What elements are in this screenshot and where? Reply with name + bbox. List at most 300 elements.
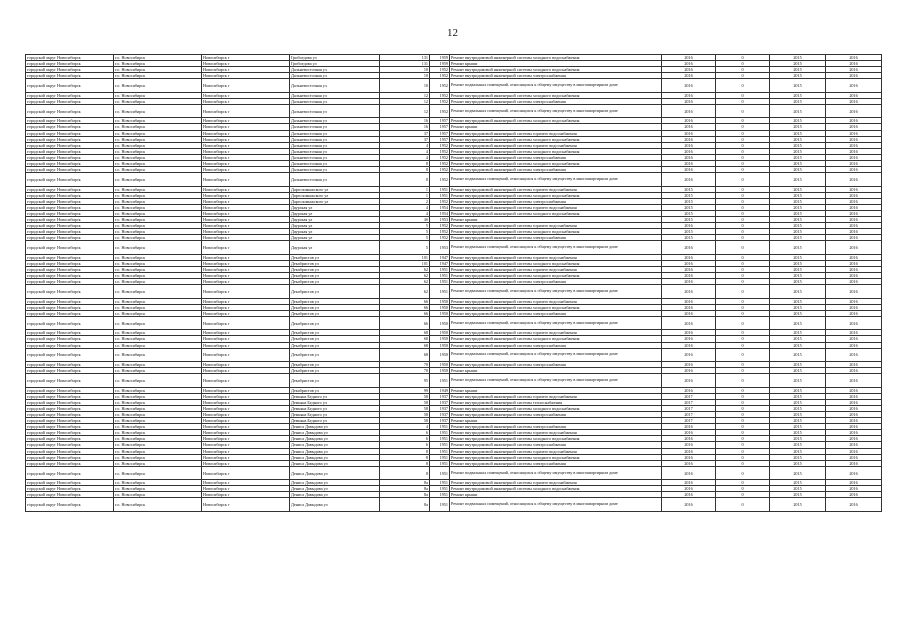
period-end-cell: 2016	[826, 448, 882, 454]
district-cell: городской округ Новосибирск	[26, 167, 114, 173]
planned-year-cell: 2016	[662, 118, 716, 124]
year-built-cell: 1950	[430, 336, 450, 342]
street-cell: Декабристов ул	[290, 273, 380, 279]
street-cell: Декабристов ул	[290, 387, 380, 393]
amount-cell: 0	[716, 223, 770, 229]
work-type-cell: Ремонт внутридомовой инженерной системы холодного водоснабжения	[450, 454, 662, 460]
period-end-cell: 2016	[826, 161, 882, 167]
period-end-cell: 2016	[826, 198, 882, 204]
period-end-cell: 2016	[826, 460, 882, 466]
period-start-cell: 2015	[770, 235, 826, 241]
work-type-cell: Ремонт подвальных помещений, относящихся к общему имуществу в многоквартирном доме	[450, 348, 662, 361]
city-cell: Новосибирск г	[202, 104, 290, 117]
house-number-cell: 4	[380, 148, 430, 154]
amount-cell: 0	[716, 130, 770, 136]
period-end-cell: 2016	[826, 73, 882, 79]
amount-cell: 0	[716, 436, 770, 442]
amount-cell: 0	[716, 316, 770, 329]
district-cell: городской округ Новосибирск	[26, 210, 114, 216]
year-built-cell: 1937	[430, 411, 450, 417]
city-cell: Новосибирск г	[202, 393, 290, 399]
year-built-cell: 1950	[430, 310, 450, 316]
street-cell: Демьяна Бедного ул	[290, 393, 380, 399]
period-start-cell: 2015	[770, 217, 826, 223]
year-built-cell: 1951	[430, 430, 450, 436]
amount-cell: 0	[716, 418, 770, 424]
street-cell: Декабристов ул	[290, 342, 380, 348]
district-cell: городской округ Новосибирск	[26, 223, 114, 229]
period-start-cell: 2015	[770, 186, 826, 192]
planned-year-cell: 2016	[662, 304, 716, 310]
district-cell: городской округ Новосибирск	[26, 424, 114, 430]
house-number-cell: 131	[380, 61, 430, 67]
year-built-cell: 1952	[430, 142, 450, 148]
planned-year-cell: 2015	[662, 198, 716, 204]
period-start-cell: 2015	[770, 368, 826, 374]
period-start-cell: 2015	[770, 399, 826, 405]
amount-cell: 0	[716, 67, 770, 73]
period-end-cell: 2016	[826, 298, 882, 304]
house-number-cell: 68	[380, 342, 430, 348]
district-cell: городской округ Новосибирск	[26, 92, 114, 98]
municipality-cell: г.о. Новосибирск	[114, 73, 202, 79]
work-type-cell: Ремонт внутридомовой инженерной системы электроснабжения	[450, 310, 662, 316]
amount-cell: 0	[716, 460, 770, 466]
year-built-cell: 1951	[430, 424, 450, 430]
work-type-cell: Ремонт крыши	[450, 492, 662, 498]
period-end-cell: 2016	[826, 492, 882, 498]
municipality-cell: г.о. Новосибирск	[114, 61, 202, 67]
street-cell: Дальневосточная ул	[290, 167, 380, 173]
municipality-cell: г.о. Новосибирск	[114, 142, 202, 148]
municipality-cell: г.о. Новосибирск	[114, 405, 202, 411]
city-cell: Новосибирск г	[202, 411, 290, 417]
work-type-cell: Ремонт крыши	[450, 217, 662, 223]
period-start-cell: 2015	[770, 223, 826, 229]
house-number-cell: 8	[380, 448, 430, 454]
district-cell: городской округ Новосибирск	[26, 173, 114, 186]
district-cell: городской округ Новосибирск	[26, 399, 114, 405]
municipality-cell: г.о. Новосибирск	[114, 79, 202, 92]
planned-year-cell: 2016	[662, 498, 716, 511]
house-number-cell: 8	[380, 167, 430, 173]
period-end-cell: 2016	[826, 273, 882, 279]
planned-year-cell: 2015	[662, 210, 716, 216]
street-cell: Декабристов ул	[290, 260, 380, 266]
city-cell: Новосибирск г	[202, 399, 290, 405]
planned-year-cell: 2016	[662, 298, 716, 304]
amount-cell: 0	[716, 136, 770, 142]
year-built-cell: 1951	[430, 192, 450, 198]
street-cell: Демьяна Бедного ул	[290, 405, 380, 411]
period-end-cell: 2016	[826, 55, 882, 61]
year-built-cell: 1947	[430, 260, 450, 266]
amount-cell: 0	[716, 229, 770, 235]
work-type-cell: Ремонт внутридомовой инженерной системы холодного водоснабжения	[450, 161, 662, 167]
planned-year-cell: 2016	[662, 486, 716, 492]
table-row	[26, 498, 882, 511]
street-cell: Дальневосточная ул	[290, 73, 380, 79]
period-end-cell: 2016	[826, 498, 882, 511]
year-built-cell: 1951	[430, 454, 450, 460]
planned-year-cell: 2016	[662, 442, 716, 448]
municipality-cell: г.о. Новосибирск	[114, 486, 202, 492]
year-built-cell: 1951	[430, 460, 450, 466]
period-start-cell: 2015	[770, 118, 826, 124]
street-cell: Дальневосточная ул	[290, 142, 380, 148]
period-start-cell: 2015	[770, 374, 826, 387]
city-cell: Новосибирск г	[202, 192, 290, 198]
city-cell: Новосибирск г	[202, 223, 290, 229]
district-cell: городской округ Новосибирск	[26, 304, 114, 310]
planned-year-cell: 2016	[662, 142, 716, 148]
house-number-cell: 101	[380, 260, 430, 266]
amount-cell: 0	[716, 186, 770, 192]
street-cell: Дальневосточная ул	[290, 67, 380, 73]
period-start-cell: 2015	[770, 273, 826, 279]
work-type-cell: Ремонт внутридомовой инженерной системы холодного водоснабжения	[450, 405, 662, 411]
amount-cell: 0	[716, 98, 770, 104]
amount-cell: 0	[716, 142, 770, 148]
period-end-cell: 2016	[826, 167, 882, 173]
year-built-cell: 1957	[430, 118, 450, 124]
period-start-cell: 2015	[770, 154, 826, 160]
district-cell: городской округ Новосибирск	[26, 336, 114, 342]
street-cell: Демьяна Бедного ул	[290, 418, 380, 424]
work-type-cell: Ремонт внутридомовой инженерной системы горячего водоснабжения	[450, 480, 662, 486]
street-cell: Дениса Давыдова ул	[290, 436, 380, 442]
table-row	[26, 374, 882, 387]
period-end-cell: 2016	[826, 204, 882, 210]
amount-cell: 0	[716, 399, 770, 405]
street-cell: Даурская ул	[290, 235, 380, 241]
district-cell: городской округ Новосибирск	[26, 67, 114, 73]
street-cell: Даурская ул	[290, 241, 380, 254]
planned-year-cell: 2015	[662, 235, 716, 241]
period-end-cell: 2016	[826, 92, 882, 98]
house-number-cell: 5	[380, 241, 430, 254]
city-cell: Новосибирск г	[202, 387, 290, 393]
planned-year-cell: 2016	[662, 167, 716, 173]
year-built-cell: 1952	[430, 154, 450, 160]
city-cell: Новосибирск г	[202, 154, 290, 160]
period-start-cell: 2015	[770, 136, 826, 142]
district-cell: городской округ Новосибирск	[26, 136, 114, 142]
district-cell: городской округ Новосибирск	[26, 98, 114, 104]
municipality-cell: г.о. Новосибирск	[114, 348, 202, 361]
period-end-cell: 2016	[826, 348, 882, 361]
municipality-cell: г.о. Новосибирск	[114, 173, 202, 186]
table-row	[26, 79, 882, 92]
municipality-cell: г.о. Новосибирск	[114, 330, 202, 336]
district-cell: городской округ Новосибирск	[26, 298, 114, 304]
city-cell: Новосибирск г	[202, 260, 290, 266]
period-start-cell: 2015	[770, 418, 826, 424]
work-type-cell: Ремонт внутридомовой инженерной системы холодного водоснабжения	[450, 336, 662, 342]
city-cell: Новосибирск г	[202, 424, 290, 430]
city-cell: Новосибирск г	[202, 241, 290, 254]
period-start-cell: 2015	[770, 486, 826, 492]
street-cell: Дальневосточная ул	[290, 173, 380, 186]
house-number-cell: 2	[380, 198, 430, 204]
period-start-cell: 2015	[770, 442, 826, 448]
year-built-cell: 1952	[430, 167, 450, 173]
amount-cell: 0	[716, 217, 770, 223]
city-cell: Новосибирск г	[202, 336, 290, 342]
work-type-cell: Ремонт крыши	[450, 387, 662, 393]
year-built-cell: 1951	[430, 374, 450, 387]
work-type-cell: Ремонт внутридомовой инженерной системы электроснабжения	[450, 279, 662, 285]
period-end-cell: 2016	[826, 393, 882, 399]
municipality-cell: г.о. Новосибирск	[114, 368, 202, 374]
house-number-cell: 62	[380, 267, 430, 273]
city-cell: Новосибирск г	[202, 198, 290, 204]
year-built-cell: 1951	[430, 492, 450, 498]
planned-year-cell: 2016	[662, 310, 716, 316]
period-start-cell: 2015	[770, 448, 826, 454]
period-end-cell: 2016	[826, 342, 882, 348]
house-number-cell: 131	[380, 55, 430, 61]
period-end-cell: 2016	[826, 173, 882, 186]
planned-year-cell: 2016	[662, 348, 716, 361]
district-cell: городской округ Новосибирск	[26, 267, 114, 273]
planned-year-cell: 2016	[662, 136, 716, 142]
amount-cell: 0	[716, 442, 770, 448]
municipality-cell: г.о. Новосибирск	[114, 104, 202, 117]
city-cell: Новосибирск г	[202, 173, 290, 186]
period-start-cell: 2015	[770, 393, 826, 399]
house-number-cell: 6	[380, 430, 430, 436]
year-built-cell: 1950	[430, 348, 450, 361]
house-number-cell: 62	[380, 285, 430, 298]
year-built-cell: 1950	[430, 368, 450, 374]
city-cell: Новосибирск г	[202, 492, 290, 498]
municipality-cell: г.о. Новосибирск	[114, 124, 202, 130]
period-start-cell: 2015	[770, 362, 826, 368]
year-built-cell: 1951	[430, 480, 450, 486]
amount-cell: 0	[716, 79, 770, 92]
year-built-cell: 1950	[430, 316, 450, 329]
street-cell: Дениса Давыдова ул	[290, 448, 380, 454]
city-cell: Новосибирск г	[202, 273, 290, 279]
house-number-cell: 5	[380, 235, 430, 241]
district-cell: городской округ Новосибирск	[26, 204, 114, 210]
city-cell: Новосибирск г	[202, 466, 290, 479]
period-start-cell: 2015	[770, 61, 826, 67]
municipality-cell: г.о. Новосибирск	[114, 304, 202, 310]
city-cell: Новосибирск г	[202, 142, 290, 148]
planned-year-cell: 2016	[662, 92, 716, 98]
year-built-cell: 1937	[430, 418, 450, 424]
table-row	[26, 285, 882, 298]
district-cell: городской округ Новосибирск	[26, 498, 114, 511]
municipality-cell: г.о. Новосибирск	[114, 192, 202, 198]
period-start-cell: 2015	[770, 279, 826, 285]
planned-year-cell: 2016	[662, 430, 716, 436]
period-end-cell: 2016	[826, 316, 882, 329]
district-cell: городской округ Новосибирск	[26, 104, 114, 117]
municipality-cell: г.о. Новосибирск	[114, 186, 202, 192]
municipality-cell: г.о. Новосибирск	[114, 411, 202, 417]
year-built-cell: 1957	[430, 136, 450, 142]
house-number-cell: 1	[380, 192, 430, 198]
district-cell: городской округ Новосибирск	[26, 142, 114, 148]
district-cell: городской округ Новосибирск	[26, 235, 114, 241]
work-type-cell: Ремонт внутридомовой инженерной системы горячего водоснабжения	[450, 448, 662, 454]
district-cell: городской округ Новосибирск	[26, 393, 114, 399]
district-cell: городской округ Новосибирск	[26, 330, 114, 336]
street-cell: Декабристов ул	[290, 304, 380, 310]
year-built-cell: 1952	[430, 73, 450, 79]
planned-year-cell: 2016	[662, 454, 716, 460]
street-cell: Декабристов ул	[290, 316, 380, 329]
city-cell: Новосибирск г	[202, 235, 290, 241]
city-cell: Новосибирск г	[202, 279, 290, 285]
amount-cell: 0	[716, 118, 770, 124]
period-end-cell: 2016	[826, 466, 882, 479]
period-start-cell: 2015	[770, 492, 826, 498]
work-type-cell: Ремонт внутридомовой инженерной системы горячего водоснабжения	[450, 330, 662, 336]
year-built-cell: 1954	[430, 204, 450, 210]
house-number-cell: 37	[380, 136, 430, 142]
work-type-cell: Ремонт внутридомовой инженерной системы теплоснабжения	[450, 399, 662, 405]
house-number-cell: 10	[380, 73, 430, 79]
street-cell: Декабристов ул	[290, 348, 380, 361]
municipality-cell: г.о. Новосибирск	[114, 387, 202, 393]
planned-year-cell: 2016	[662, 73, 716, 79]
district-cell: городской округ Новосибирск	[26, 118, 114, 124]
period-end-cell: 2016	[826, 223, 882, 229]
work-type-cell: Ремонт внутридомовой инженерной системы горячего водоснабжения	[450, 298, 662, 304]
city-cell: Новосибирск г	[202, 430, 290, 436]
municipality-cell: г.о. Новосибирск	[114, 204, 202, 210]
district-cell: городской округ Новосибирск	[26, 411, 114, 417]
period-end-cell: 2016	[826, 304, 882, 310]
municipality-cell: г.о. Новосибирск	[114, 460, 202, 466]
year-built-cell: 1937	[430, 393, 450, 399]
city-cell: Новосибирск г	[202, 204, 290, 210]
planned-year-cell: 2016	[662, 148, 716, 154]
year-built-cell: 1953	[430, 241, 450, 254]
period-start-cell: 2015	[770, 124, 826, 130]
street-cell: Декабристов ул	[290, 368, 380, 374]
house-number-cell: 16	[380, 118, 430, 124]
street-cell: Дениса Давыдова ул	[290, 460, 380, 466]
amount-cell: 0	[716, 330, 770, 336]
district-cell: городской округ Новосибирск	[26, 348, 114, 361]
page-number: 12	[447, 27, 458, 39]
district-cell: городской округ Новосибирск	[26, 217, 114, 223]
year-built-cell: 1952	[430, 98, 450, 104]
year-built-cell: 1951	[430, 486, 450, 492]
city-cell: Новосибирск г	[202, 55, 290, 61]
district-cell: городской округ Новосибирск	[26, 254, 114, 260]
street-cell: Декабристов ул	[290, 267, 380, 273]
period-end-cell: 2016	[826, 362, 882, 368]
period-end-cell: 2016	[826, 154, 882, 160]
planned-year-cell: 2016	[662, 55, 716, 61]
work-type-cell: Ремонт внутридомовой инженерной системы холодного водоснабжения	[450, 92, 662, 98]
period-end-cell: 2016	[826, 142, 882, 148]
year-built-cell: 1952	[430, 148, 450, 154]
district-cell: городской округ Новосибирск	[26, 374, 114, 387]
work-type-cell: Ремонт внутридомовой инженерной системы холодного водоснабжения	[450, 260, 662, 266]
planned-year-cell: 2016	[662, 79, 716, 92]
city-cell: Новосибирск г	[202, 342, 290, 348]
city-cell: Новосибирск г	[202, 304, 290, 310]
house-number-cell: 12	[380, 104, 430, 117]
amount-cell: 0	[716, 173, 770, 186]
street-cell: Декабристов ул	[290, 298, 380, 304]
district-cell: городской округ Новосибирск	[26, 260, 114, 266]
work-type-cell: Ремонт внутридомовой инженерной системы электроснабжения	[450, 424, 662, 430]
table-row	[26, 466, 882, 479]
city-cell: Новосибирск г	[202, 92, 290, 98]
street-cell: Декабристов ул	[290, 336, 380, 342]
year-built-cell: 1952	[430, 198, 450, 204]
district-cell: городской округ Новосибирск	[26, 362, 114, 368]
year-built-cell: 1951	[430, 279, 450, 285]
planned-year-cell: 2015	[662, 229, 716, 235]
work-type-cell: Ремонт внутридомовой инженерной системы электроснабжения	[450, 198, 662, 204]
house-number-cell: 8а	[380, 486, 430, 492]
amount-cell: 0	[716, 273, 770, 279]
period-end-cell: 2016	[826, 279, 882, 285]
planned-year-cell: 2017	[662, 393, 716, 399]
street-cell: Даурская ул	[290, 223, 380, 229]
amount-cell: 0	[716, 448, 770, 454]
municipality-cell: г.о. Новосибирск	[114, 130, 202, 136]
work-type-cell: Ремонт подвальных помещений, относящихся к общему имуществу в многоквартирном доме	[450, 241, 662, 254]
planned-year-cell: 2015	[662, 204, 716, 210]
work-type-cell: Ремонт внутридомовой инженерной системы холодного водоснабжения	[450, 118, 662, 124]
amount-cell: 0	[716, 405, 770, 411]
municipality-cell: г.о. Новосибирск	[114, 498, 202, 511]
planned-year-cell: 2016	[662, 67, 716, 73]
work-type-cell: Ремонт внутридомовой инженерной системы холодного водоснабжения	[450, 192, 662, 198]
period-end-cell: 2016	[826, 336, 882, 342]
house-number-cell: 70	[380, 362, 430, 368]
period-end-cell: 2016	[826, 267, 882, 273]
year-built-cell: 1957	[430, 124, 450, 130]
year-built-cell: 1959	[430, 55, 450, 61]
house-number-cell: 66	[380, 316, 430, 329]
period-start-cell: 2015	[770, 167, 826, 173]
house-number-cell: 66	[380, 304, 430, 310]
work-type-cell: Ремонт внутридомовой инженерной системы горячего водоснабжения	[450, 393, 662, 399]
planned-year-cell: 2016	[662, 98, 716, 104]
period-end-cell: 2016	[826, 454, 882, 460]
municipality-cell: г.о. Новосибирск	[114, 436, 202, 442]
work-type-cell: Ремонт внутридомовой инженерной системы электроснабжения	[450, 362, 662, 368]
planned-year-cell: 2016	[662, 436, 716, 442]
district-cell: городской округ Новосибирск	[26, 198, 114, 204]
period-start-cell: 2015	[770, 267, 826, 273]
municipality-cell: г.о. Новосибирск	[114, 279, 202, 285]
municipality-cell: г.о. Новосибирск	[114, 480, 202, 486]
period-start-cell: 2015	[770, 298, 826, 304]
period-start-cell: 2015	[770, 104, 826, 117]
planned-year-cell: 2017	[662, 405, 716, 411]
period-start-cell: 2015	[770, 480, 826, 486]
amount-cell: 0	[716, 486, 770, 492]
amount-cell: 0	[716, 167, 770, 173]
city-cell: Новосибирск г	[202, 405, 290, 411]
amount-cell: 0	[716, 104, 770, 117]
district-cell: городской округ Новосибирск	[26, 430, 114, 436]
street-cell: Дарголомыжского ул	[290, 198, 380, 204]
municipality-cell: г.о. Новосибирск	[114, 161, 202, 167]
